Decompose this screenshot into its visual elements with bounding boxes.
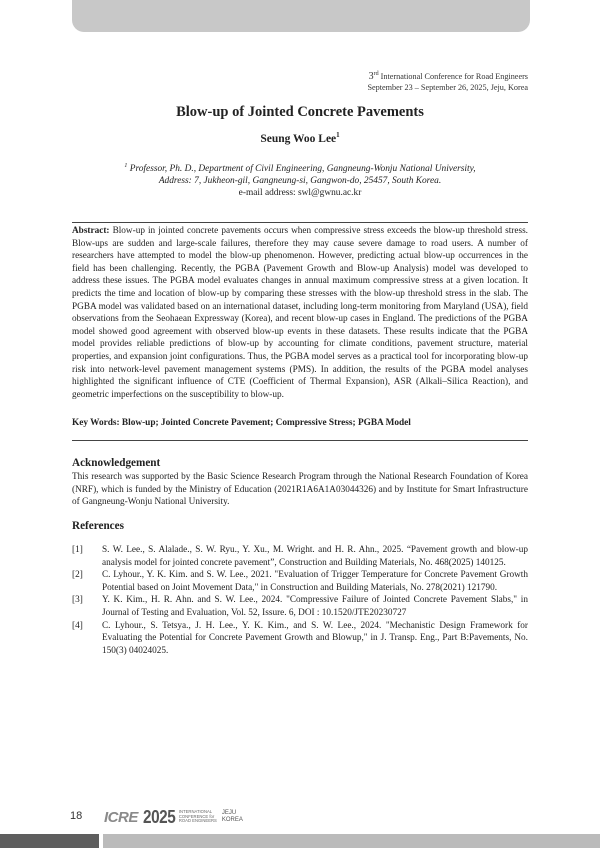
- reference-index: [2]: [72, 570, 83, 581]
- reference-text: Y. K. Kim., H. R. Ahn. and S. W. Lee., 2024. "Compressive Failure of Jointed Concrete Pavement Slabs," in Journal of Testing and Evaluation, Vol. 52, Issure. 6, DOI : 10.1520/JTE20230727: [102, 595, 528, 618]
- page-number: 18: [70, 810, 83, 822]
- affiliation-address: Address: 7, Jukheon-gil, Gangneung-si, Gangwon-do, 25457, South Korea.: [158, 176, 442, 186]
- reference-text: S. W. Lee., S. Alalade., S. W. Ryu., Y. Xu., M. Wright. and H. R. Ahn., 2025. “Pavement growth and blow-up analysis model for jointed concrete pavement”, Construction and Building Materials, No. 468(2025) 140125.: [102, 545, 528, 568]
- affiliation-marker: 1: [124, 163, 128, 169]
- affiliation-email: e-mail address: swl@gwnu.ac.kr: [238, 188, 362, 198]
- abstract: [72, 225, 528, 401]
- logo-conference-name: [179, 810, 217, 824]
- affiliation: [0, 163, 600, 199]
- reference-index: [1]: [72, 545, 83, 555]
- reference-item: [72, 620, 528, 658]
- reference-text: C. Lyhour., Y. K. Kim. and S. W. Lee., 2021. "Evaluation of Trigger Temperature for Concrete Pavement Growth Potential based on Joint Movement Data," in Construction and Building Materials, No. 278(2021) 121790.: [102, 570, 528, 593]
- affiliation-text: Professor, Ph. D., Department of Civil Engineering, Gangneung-Wonju National University,: [127, 164, 476, 174]
- reference-item: [72, 594, 528, 619]
- abstract-bottom-rule: [72, 440, 528, 441]
- logo-location-line1: JEJU: [221, 810, 237, 816]
- conference-ordinal: 3: [368, 71, 374, 82]
- conference-ordinal-suffix: rd: [373, 71, 379, 77]
- conference-name: International Conference for Road Engineers: [378, 72, 528, 81]
- logo-conf-line3: ROAD ENGINEERS: [178, 818, 217, 824]
- logo-location: [222, 810, 243, 824]
- author-affiliation-marker: 1: [336, 131, 340, 139]
- abstract-top-rule: [72, 222, 528, 223]
- references-heading: References: [72, 520, 124, 532]
- reference-text: C. Lyhour., S. Tetsya., J. H. Lee., Y. K. Kim., and S. W. Lee., 2024. "Mechanistic Design Framework for Evaluating the Potential for Concrete Pavement Growth and Blowup," in J. Transp. Eng., Part B:Pavements, No. 150(3) 04024025.: [102, 620, 528, 656]
- reference-index: [4]: [72, 620, 83, 631]
- references-list: [72, 544, 528, 657]
- conference-header-line1: [367, 71, 528, 82]
- logo-conf-line1: INTERNATIONAL: [178, 808, 213, 814]
- acknowledgement-text: This research was supported by the Basic Science Research Program through the National Research Foundation of Korea (NRF), which is funded by the Ministry of Education (2021R1A6A1A03044326) and by Institute for Smart Infrastructure of Gangneung-Wonju National University.: [72, 472, 528, 508]
- conference-logo: [104, 804, 243, 830]
- logo-location-line2: KOREA: [221, 817, 243, 823]
- logo-conf-line2: CONFERENCE for: [178, 813, 215, 819]
- affiliation-line1: [0, 163, 600, 175]
- paper-title: Blow-up of Jointed Concrete Pavements: [176, 104, 424, 120]
- conference-header: [367, 71, 528, 93]
- footer-band-dark: [0, 834, 99, 848]
- acknowledgement-heading: Acknowledgement: [72, 457, 161, 469]
- footer-band-light: [103, 834, 600, 848]
- top-header-band: [72, 0, 530, 32]
- author-line: [0, 133, 600, 145]
- icre-logo-mark-icon: ICRE: [104, 808, 138, 826]
- reference-item: [72, 569, 528, 594]
- conference-dates: September 23 – September 26, 2025, Jeju, Korea: [367, 83, 528, 92]
- reference-item: [72, 544, 528, 569]
- abstract-label: Abstract:: [72, 226, 110, 236]
- author-name: Seung Woo Lee: [260, 133, 337, 145]
- keywords: Key Words: Blow-up; Jointed Concrete Pavement; Compressive Stress; PGBA Model: [72, 418, 411, 428]
- reference-index: [3]: [72, 595, 83, 606]
- abstract-text: Blow-up in jointed concrete pavements occurs when compressive stress exceeds the blow-up threshold stress. Blow-ups are sudden and large-scale failures, therefore they may cause severe damage to road users. A number of researchers have attempted to model the blow-up phenomenon. However, predicting actual blow-up occurrences in the field has been challenging. Recently, the PGBA (Pavement Growth and Blow-up Analysis) model was developed to address these issues. The PGBA model evaluates changes in annual maximum compressive stress at a given location. It predicts the time and location of blow-up by comparing these stresses with the blow-up threshold stress in the slab. The PGBA model was validated based on an international dataset, including long-term monitoring from Maryland (USA), field observations from the Seohaean Expressway (Korea), and recent blow-up cases in England. The predictions of the PGBA model showed good agreement with observed blow-up events in these datasets. These results indicate that the PGBA model provides reliable predictions of blow-up by accounting for climate conditions, pavement structure, material properties, and expansion joint configurations. Thus, the PGBA model serves as a practical tool for incorporating blow-up risk into network-level pavement management systems (PMS). In addition, the results of the PGBA model analyses highlighted the significant influence of CTE (Coefficient of Thermal Expansion), ASR (Alkali–Silica Reaction), and geometric imperfections on the susceptibility to blow-up.: [72, 226, 528, 400]
- logo-year: 2025: [142, 806, 176, 827]
